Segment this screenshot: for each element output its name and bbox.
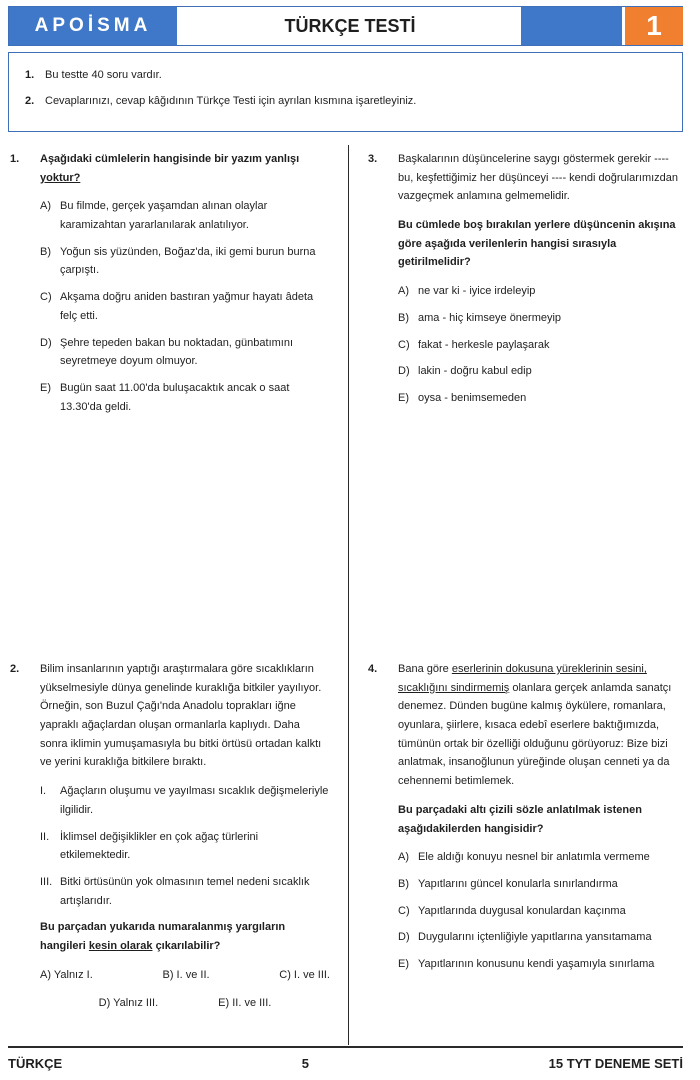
- question-3: [368, 150, 686, 416]
- answer-option-e[interactable]: E) Yapıtlarının konusunu kendi yaşamıyla sınırlama: [398, 957, 655, 970]
- test-header: [8, 6, 683, 46]
- answer-option-a[interactable]: A) Ele aldığı konuyu nesnel bir anlatımla vermeme: [398, 851, 650, 864]
- page-title: TÜRKÇE TESTİ: [284, 15, 416, 36]
- instruction-item: 1. Bu testte 40 soru vardır.: [25, 69, 162, 81]
- answer-options-row: [40, 994, 330, 1013]
- column-divider: [348, 145, 349, 1045]
- question-passage: Bana göre eserlerinin dokusuna yüreklerinin sesini, sıcaklığını sindirmemiş olanlara gerçek anlamda sanatçı denemez. Dünden bugüne kalmış öykülere, romanlara, oyunlara, şiirlere, kısaca edebî eserlere baktığımızda, tümünün ortak bir özelliği olduğunu görüyoruz: Bize bizi anlatmak, insanoğlunun yüreğinde oluşan cenneti ya da cehennemi betimlemek.: [398, 663, 672, 788]
- brand-logo: APOİSMA: [9, 7, 177, 45]
- answer-option-e[interactable]: E) II. ve III.: [218, 997, 272, 1010]
- instruction-item: 2. Cevaplarınızı, cevap kâğıdının Türkçe Testi için ayrılan kısmına işaretleyiniz.: [25, 95, 417, 107]
- answer-option-d[interactable]: D) Şehre tepeden bakan bu noktadan, günbatımını seyretmeye doyum olmuyor.: [40, 336, 294, 368]
- answer-option-a[interactable]: A) Bu filmde, gerçek yaşamdan alınan olaylar karamizahtan yararlanılarak anlatılıyor.: [40, 200, 268, 232]
- question-number: 3.: [368, 153, 378, 165]
- answer-option-b[interactable]: B) I. ve II.: [162, 968, 210, 981]
- question-1: [10, 150, 330, 424]
- question-prompt: Bu cümlede boş bırakılan yerlere düşüncenin akışına göre aşağıda verilenlerin hangisi sırasıyla getirilmelidir?: [398, 219, 676, 269]
- answer-option-a[interactable]: A) ne var ki - iyice irdeleyip: [398, 285, 536, 298]
- answer-option-d[interactable]: D) lakin - doğru kabul edip: [398, 365, 532, 378]
- question-passage: Bilim insanlarının yaptığı araştırmalara göre sıcaklıkların yükselmesiyle dünya genelinde kuraklığa bitkiler yayılıyor. Örneğin, son Buzul Çağı'nda Anadolu toprakları iğne yapraklı ağaçlardan oluşan ormanlarla kaplıydı. Daha sonra iklimin yumuşamasıyla bu bitki örtüsü ortadan kalktı ve yerini kuraklığa bitkilere bıraktı.: [40, 663, 322, 769]
- question-prompt: Bu parçadaki altı çizili sözle anlatılmak istenen aşağıdakilerden hangisidir?: [398, 803, 642, 835]
- question-prompt: Bu parçadan yukarıda numaralanmış yargıların hangileri kesin olarak çıkarılabilir?: [40, 921, 286, 952]
- statement-i: I. Ağaçların oluşumu ve yayılması sıcaklık değişmeleriyle ilgilidir.: [40, 785, 329, 816]
- answer-option-c[interactable]: C) fakat - herkesle paylaşarak: [398, 338, 550, 351]
- header-title-box: [185, 7, 515, 45]
- answer-option-c[interactable]: C) Akşama doğru aniden bastıran yağmur hayatı âdeta felç etti.: [40, 291, 314, 322]
- answer-option-c[interactable]: C) Yapıtlarında duygusal konulardan kaçınma: [398, 904, 626, 917]
- question-number: 4.: [368, 663, 378, 675]
- footer-series: 15 TYT DENEME SETİ: [548, 1055, 683, 1071]
- answer-option-d[interactable]: D) Duygularını içtenliğiyle yapıtlarına yansıtamama: [398, 931, 652, 944]
- answer-option-d[interactable]: D) Yalnız III.: [98, 997, 159, 1010]
- question-stem: Aşağıdaki cümlelerin hangisinde bir yazım yanlışı yoktur?: [40, 153, 300, 184]
- page-footer: [8, 1046, 683, 1072]
- statement-iii: III. Bitki örtüsünün yok olmasının temel nedeni sıcaklık artışlarıdır.: [40, 875, 310, 907]
- footer-subject: TÜRKÇE: [8, 1055, 63, 1071]
- page-number: 5: [301, 1055, 310, 1071]
- header-accent-bar: [521, 7, 622, 45]
- question-number: 1.: [10, 153, 20, 165]
- question-2: [10, 660, 330, 1013]
- answer-option-b[interactable]: B) Yapıtlarını güncel konularla sınırlandırma: [398, 877, 618, 890]
- statement-ii: II. İklimsel değişiklikler en çok ağaç türlerini etkilemektedir.: [40, 830, 259, 862]
- answer-option-b[interactable]: B) Yoğun sis yüzünden, Boğaz'da, iki gemi burun burna çarpıştı.: [40, 245, 316, 277]
- answer-option-e[interactable]: E) Bugün saat 11.00'da buluşacaktık ancak o saat 13.30'da geldi.: [40, 381, 290, 413]
- instructions-box: [8, 52, 683, 132]
- answer-options-row: [40, 966, 330, 985]
- answer-option-b[interactable]: B) ama - hiç kimseye önermeyip: [398, 311, 562, 324]
- test-number-badge: 1: [625, 7, 683, 45]
- question-number: 2.: [10, 663, 20, 675]
- answer-option-e[interactable]: E) oysa - benimsemeden: [398, 391, 527, 404]
- question-passage: Başkalarının düşüncelerine saygı göstermek gerekir ---- bu, keşfettiğimiz her düşünceyi ---- kendi doğrularımızdan vazgeçmek anlamına gelmemelidir.: [398, 153, 679, 203]
- answer-option-c[interactable]: C) I. ve III.: [279, 968, 330, 981]
- question-4: [368, 660, 686, 982]
- answer-option-a[interactable]: A) Yalnız I.: [40, 968, 93, 981]
